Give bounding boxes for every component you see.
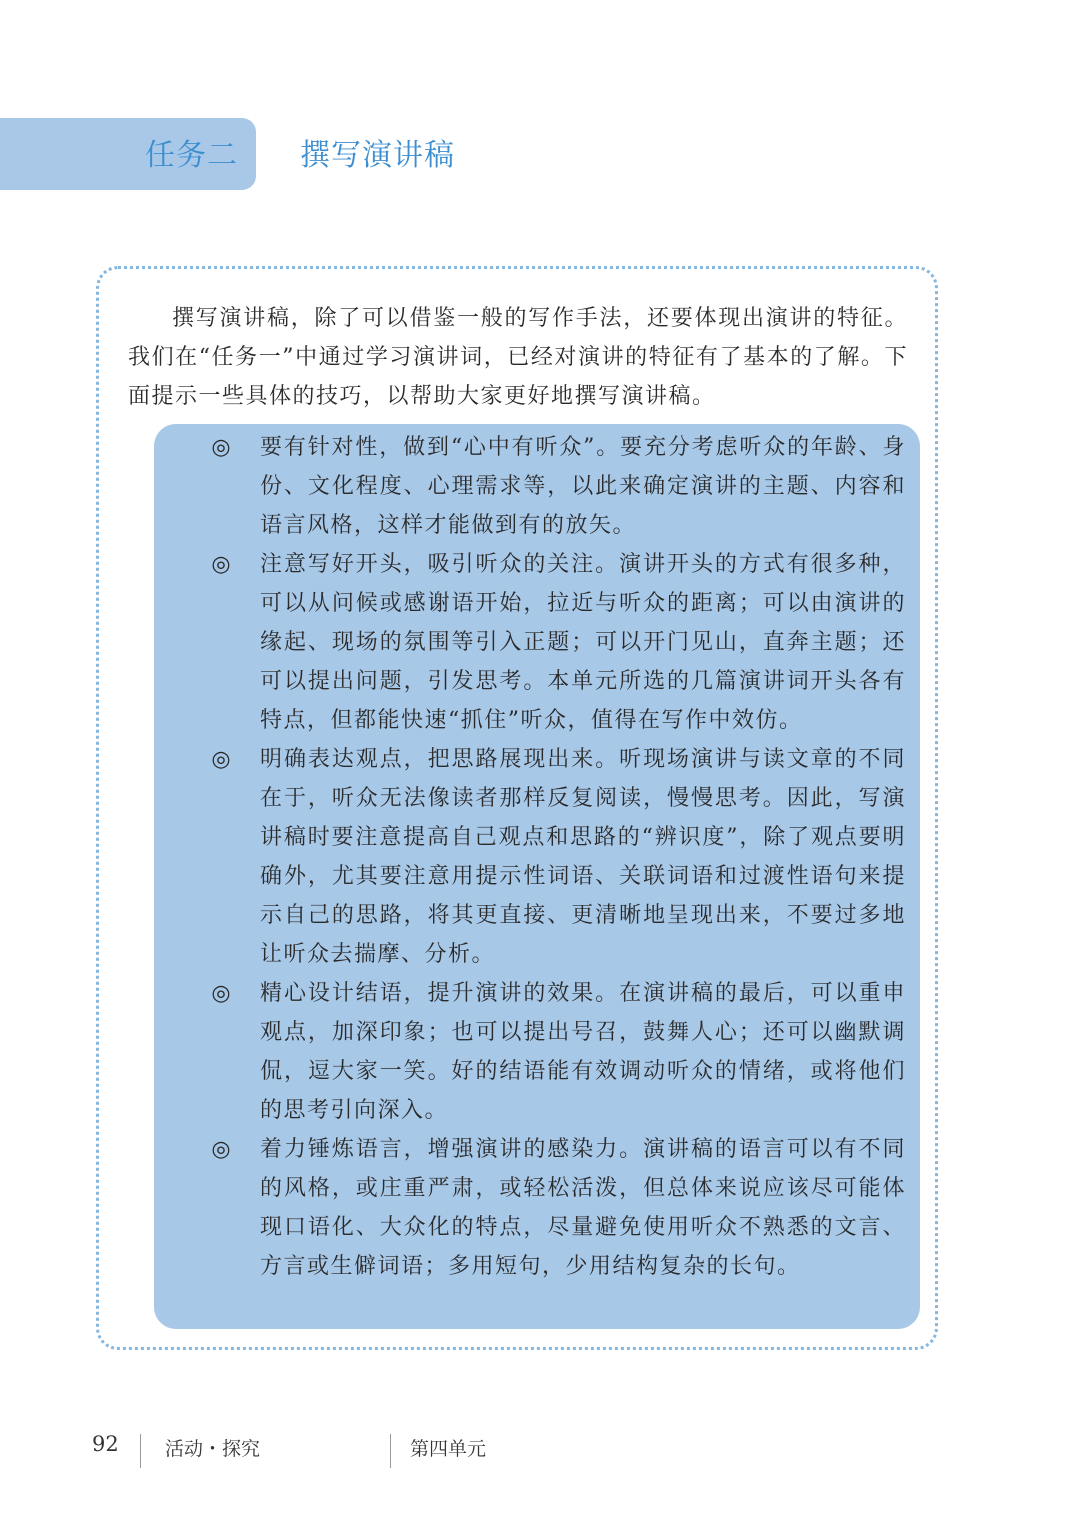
- bullet-circle-icon: ◎: [211, 1137, 231, 1162]
- tip-item: [0, 428, 1080, 545]
- page-title: 撰写演讲稿: [300, 138, 455, 173]
- task-label: 任务二: [145, 138, 238, 173]
- footer-section: 活动・探究: [165, 1438, 261, 1460]
- footer-unit: 第四单元: [410, 1438, 487, 1460]
- bullet-circle-icon: ◎: [211, 435, 231, 460]
- intro-paragraph: 撰写演讲稿，除了可以借鉴一般的写作手法，还要体现出演讲的特征。我们在“任务一”中通过学习演讲词，已经对演讲的特征有了基本的了解。下面提示一些具体的技巧，以帮助大家更好地撰写演讲稿。: [128, 306, 908, 409]
- tip-item: [0, 545, 1080, 740]
- footer-divider: [390, 1434, 391, 1468]
- tip-item: [0, 1130, 1080, 1286]
- bullet-circle-icon: ◎: [211, 747, 231, 772]
- tip-text: 注意写好开头，吸引听众的关注。演讲开头的方式有很多种，可以从问候或感谢语开始，拉近与听众的距离；可以由演讲的缘起、现场的氛围等引入正题；可以开门见山，直奔主题；还可以提出问题，引发思考。本单元所选的几篇演讲词开头各有特点，但都能快速“抓住”听众，值得在写作中效仿。: [260, 552, 906, 733]
- tip-text: 明确表达观点，把思路展现出来。听现场演讲与读文章的不同在于，听众无法像读者那样反复阅读，慢慢思考。因此，写演讲稿时要注意提高自己观点和思路的“辨识度”，除了观点要明确外，尤其要注意用提示性词语、关联词语和过渡性语句来提示自己的思路，将其更直接、更清晰地呈现出来，不要过多地让听众去揣摩、分析。: [260, 747, 906, 967]
- tip-text: 要有针对性，做到“心中有听众”。要充分考虑听众的年龄、身份、文化程度、心理需求等，以此来确定演讲的主题、内容和语言风格，这样才能做到有的放矢。: [260, 435, 906, 538]
- page-number: 92: [92, 1432, 119, 1456]
- tip-item: [0, 974, 1080, 1130]
- tip-text: 着力锤炼语言，增强演讲的感染力。演讲稿的语言可以有不同的风格，或庄重严肃，或轻松活泼，但总体来说应该尽可能体现口语化、大众化的特点，尽量避免使用听众不熟悉的文言、方言或生僻词语；多用短句，少用结构复杂的长句。: [260, 1137, 906, 1279]
- footer-divider: [140, 1434, 141, 1468]
- bullet-circle-icon: ◎: [211, 981, 231, 1006]
- tips-list: [0, 428, 1080, 1286]
- tip-text: 精心设计结语，提升演讲的效果。在演讲稿的最后，可以重申观点，加深印象；也可以提出号召，鼓舞人心；还可以幽默调侃，逗大家一笑。好的结语能有效调动听众的情绪，或将他们的思考引向深入。: [260, 981, 906, 1123]
- tip-item: [0, 740, 1080, 974]
- bullet-circle-icon: ◎: [211, 552, 231, 577]
